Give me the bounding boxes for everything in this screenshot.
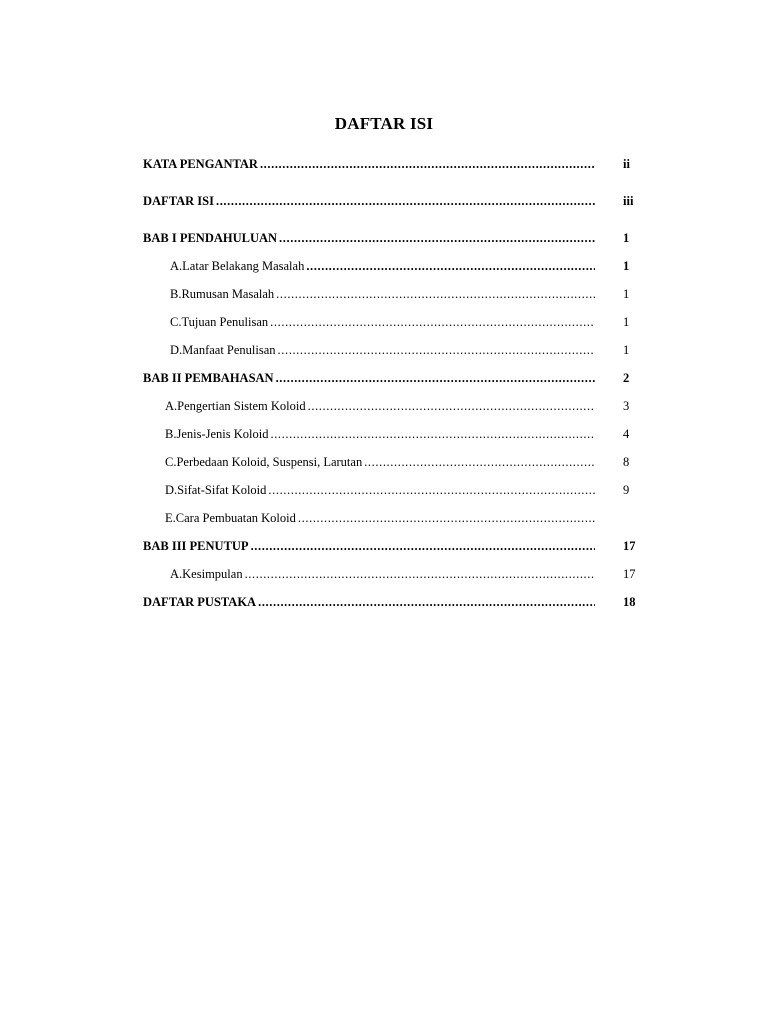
leader-dots (260, 154, 595, 174)
toc-entry-letter: B. (170, 287, 182, 301)
leader-dots (278, 340, 595, 360)
toc-entry-bab-2-a[interactable] (143, 396, 640, 416)
toc-page-number: 1 (623, 231, 630, 245)
toc-entry-letter: C. (165, 455, 177, 469)
toc-entry-bab-1-b[interactable] (143, 284, 640, 304)
toc-page-number: 9 (623, 483, 630, 497)
toc-page-number: 1 (623, 287, 630, 301)
leader-dots (298, 508, 595, 528)
leader-dots (306, 256, 595, 276)
toc-entry-bab-2-e[interactable] (143, 508, 640, 528)
toc-entry-daftar-pustaka[interactable] (143, 592, 640, 612)
toc-entry-label: Jenis-Jenis Koloid (176, 427, 269, 441)
toc-entry-label: Sifat-Sifat Koloid (177, 483, 267, 497)
toc-entry-bab-1-c[interactable] (143, 312, 640, 332)
toc-entry-bab-2-c[interactable] (143, 452, 640, 472)
leader-dots (279, 228, 595, 248)
leader-dots (245, 564, 595, 584)
toc-entry-bab-2-d[interactable] (143, 480, 640, 500)
toc-entry-label: Rumusan Masalah (181, 287, 275, 301)
toc-entry-letter: A. (165, 399, 178, 413)
toc-entry-bab-3[interactable] (143, 536, 640, 556)
toc-page-number: 1 (623, 315, 630, 329)
toc-entry-letter: B. (165, 427, 177, 441)
toc-entry-letter: C. (170, 315, 182, 329)
leader-dots (308, 396, 595, 416)
leader-dots (251, 536, 595, 556)
toc-entry-label: BAB II PEMBAHASAN (143, 371, 274, 385)
toc-entry-bab-2-b[interactable] (143, 424, 640, 444)
toc-page-number: 4 (623, 427, 630, 441)
toc-page-number: 17 (623, 567, 636, 581)
leader-dots (270, 424, 595, 444)
toc-entry-letter: A. (170, 567, 183, 581)
toc-page-number: 17 (623, 539, 636, 553)
leader-dots (270, 312, 595, 332)
toc-entry-label: BAB I PENDAHULUAN (143, 231, 278, 245)
toc-page-number: iii (623, 194, 634, 208)
toc-page-number: ii (623, 157, 630, 171)
leader-dots (258, 592, 595, 612)
leader-dots (364, 452, 595, 472)
toc-page-number: 8 (623, 455, 630, 469)
toc-entry-letter: E. (165, 511, 176, 525)
toc-entry-label: BAB III PENUTUP (143, 539, 249, 553)
toc-entry-bab-2[interactable] (143, 368, 640, 388)
toc-entry-label: Kesimpulan (182, 567, 243, 581)
toc-page-number: 2 (623, 371, 630, 385)
toc-entry-label: Tujuan Penulisan (181, 315, 269, 329)
toc-entry-label: DAFTAR ISI (143, 194, 214, 208)
toc-entry-label: Pengertian Sistem Koloid (177, 399, 306, 413)
leader-dots (276, 284, 595, 304)
toc-entry-daftar-isi[interactable] (143, 191, 640, 211)
toc-entry-label: Cara Pembuatan Koloid (175, 511, 296, 525)
toc-entry-label: Manfaat Penulisan (182, 343, 276, 357)
toc-entry-label: DAFTAR PUSTAKA (143, 595, 257, 609)
toc-entry-bab-3-a[interactable] (143, 564, 640, 584)
toc-page-number: 1 (623, 343, 630, 357)
toc-entry-label: Latar Belakang Masalah (182, 259, 305, 273)
toc-entry-kata-pengantar[interactable] (143, 154, 640, 174)
toc-page-number: 18 (623, 595, 636, 609)
toc-entry-bab-1[interactable] (143, 228, 640, 248)
toc-page-number: 3 (623, 399, 630, 413)
leader-dots (216, 191, 595, 211)
toc-entry-label: Perbedaan Koloid, Suspensi, Larutan (176, 455, 363, 469)
toc-entry-bab-1-d[interactable] (143, 340, 640, 360)
toc-entry-bab-1-a[interactable] (143, 256, 640, 276)
toc-entry-label: KATA PENGANTAR (143, 157, 258, 171)
toc-page-number: 1 (623, 259, 630, 273)
toc-entry-letter: D. (165, 483, 178, 497)
leader-dots (276, 368, 595, 388)
toc-entry-letter: A. (170, 259, 183, 273)
leader-dots (268, 480, 595, 500)
toc-entry-letter: D. (170, 343, 183, 357)
page-title: DAFTAR ISI (334, 114, 434, 133)
